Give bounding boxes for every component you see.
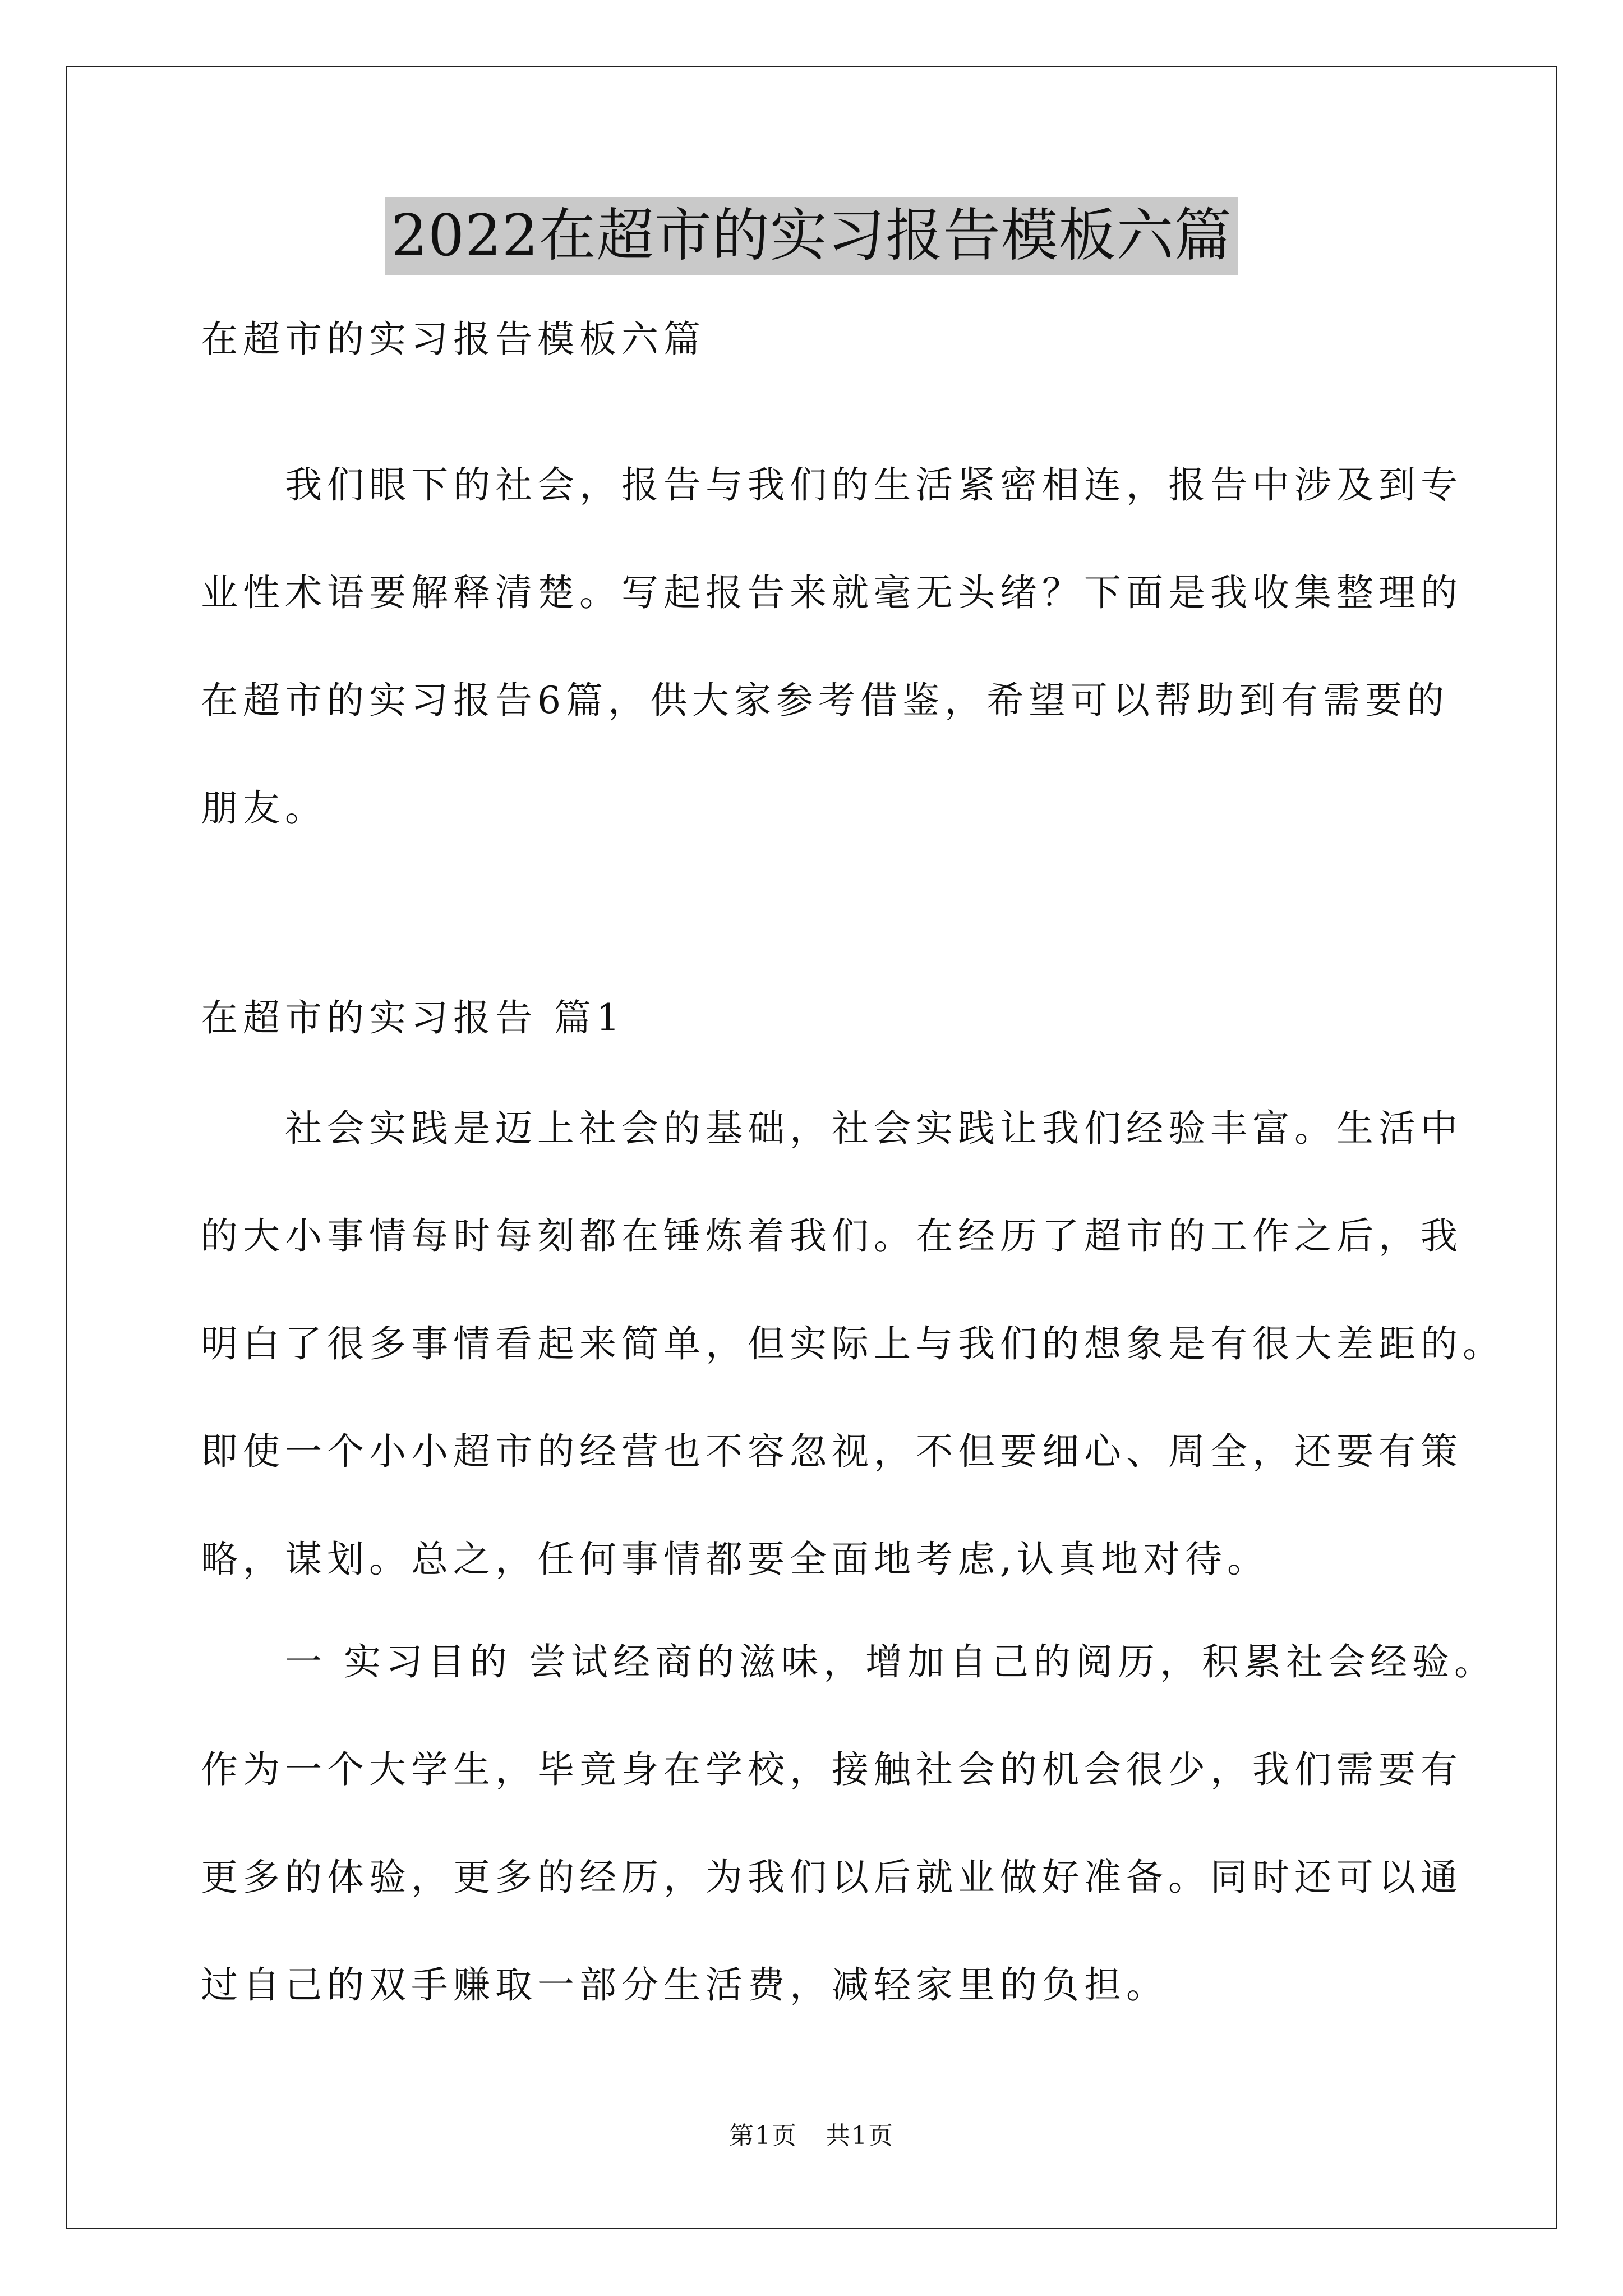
paragraph-line: 更多的体验，更多的经历，为我们以后就业做好准备。同时还可以通: [201, 1856, 1463, 1899]
page-footer: [0, 2119, 1623, 2153]
intro-line: 在超市的实习报告6篇，供大家参考借鉴，希望可以帮助到有需要的: [201, 679, 1449, 722]
page-number: 第1页: [729, 2122, 797, 2150]
paragraph-line: 即使一个小小超市的经营也不容忽视，不但要细心、周全，还要有策: [201, 1430, 1463, 1473]
intro-line: 朋友。: [201, 786, 327, 830]
paragraph-line: 明白了很多事情看起来简单，但实际上与我们的想象是有很大差距的。: [201, 1322, 1505, 1365]
title-container: [0, 197, 1623, 275]
paragraph-line: 作为一个大学生，毕竟身在学校，接触社会的机会很少，我们需要有: [201, 1748, 1463, 1791]
document-subtitle: 在超市的实习报告模板六篇: [201, 318, 706, 361]
paragraph-line: 略，谋划。总之，任何事情都要全面地考虑,认真地对待。: [201, 1538, 1269, 1581]
paragraph-line: 的大小事情每时每刻都在锤炼着我们。在经历了超市的工作之后，我: [201, 1214, 1463, 1258]
page-total: 共1页: [826, 2122, 894, 2150]
paragraph-line: 社会实践是迈上社会的基础，社会实践让我们经验丰富。生活中: [201, 1107, 1463, 1150]
intro-line: 我们眼下的社会，报告与我们的生活紧密相连，报告中涉及到专: [201, 463, 1463, 507]
paragraph-line: 过自己的双手赚取一部分生活费，减轻家里的负担。: [201, 1963, 1168, 2007]
paragraph-line: 一 实习目的 尝试经商的滋味，增加自己的阅历，积累社会经验。: [201, 1640, 1496, 1683]
intro-line: 业性术语要解释清楚。写起报告来就毫无头绪？下面是我收集整理的: [201, 571, 1463, 614]
section-heading: 在超市的实习报告 篇1: [201, 996, 625, 1039]
document-title: 2022在超市的实习报告模板六篇: [385, 197, 1238, 275]
